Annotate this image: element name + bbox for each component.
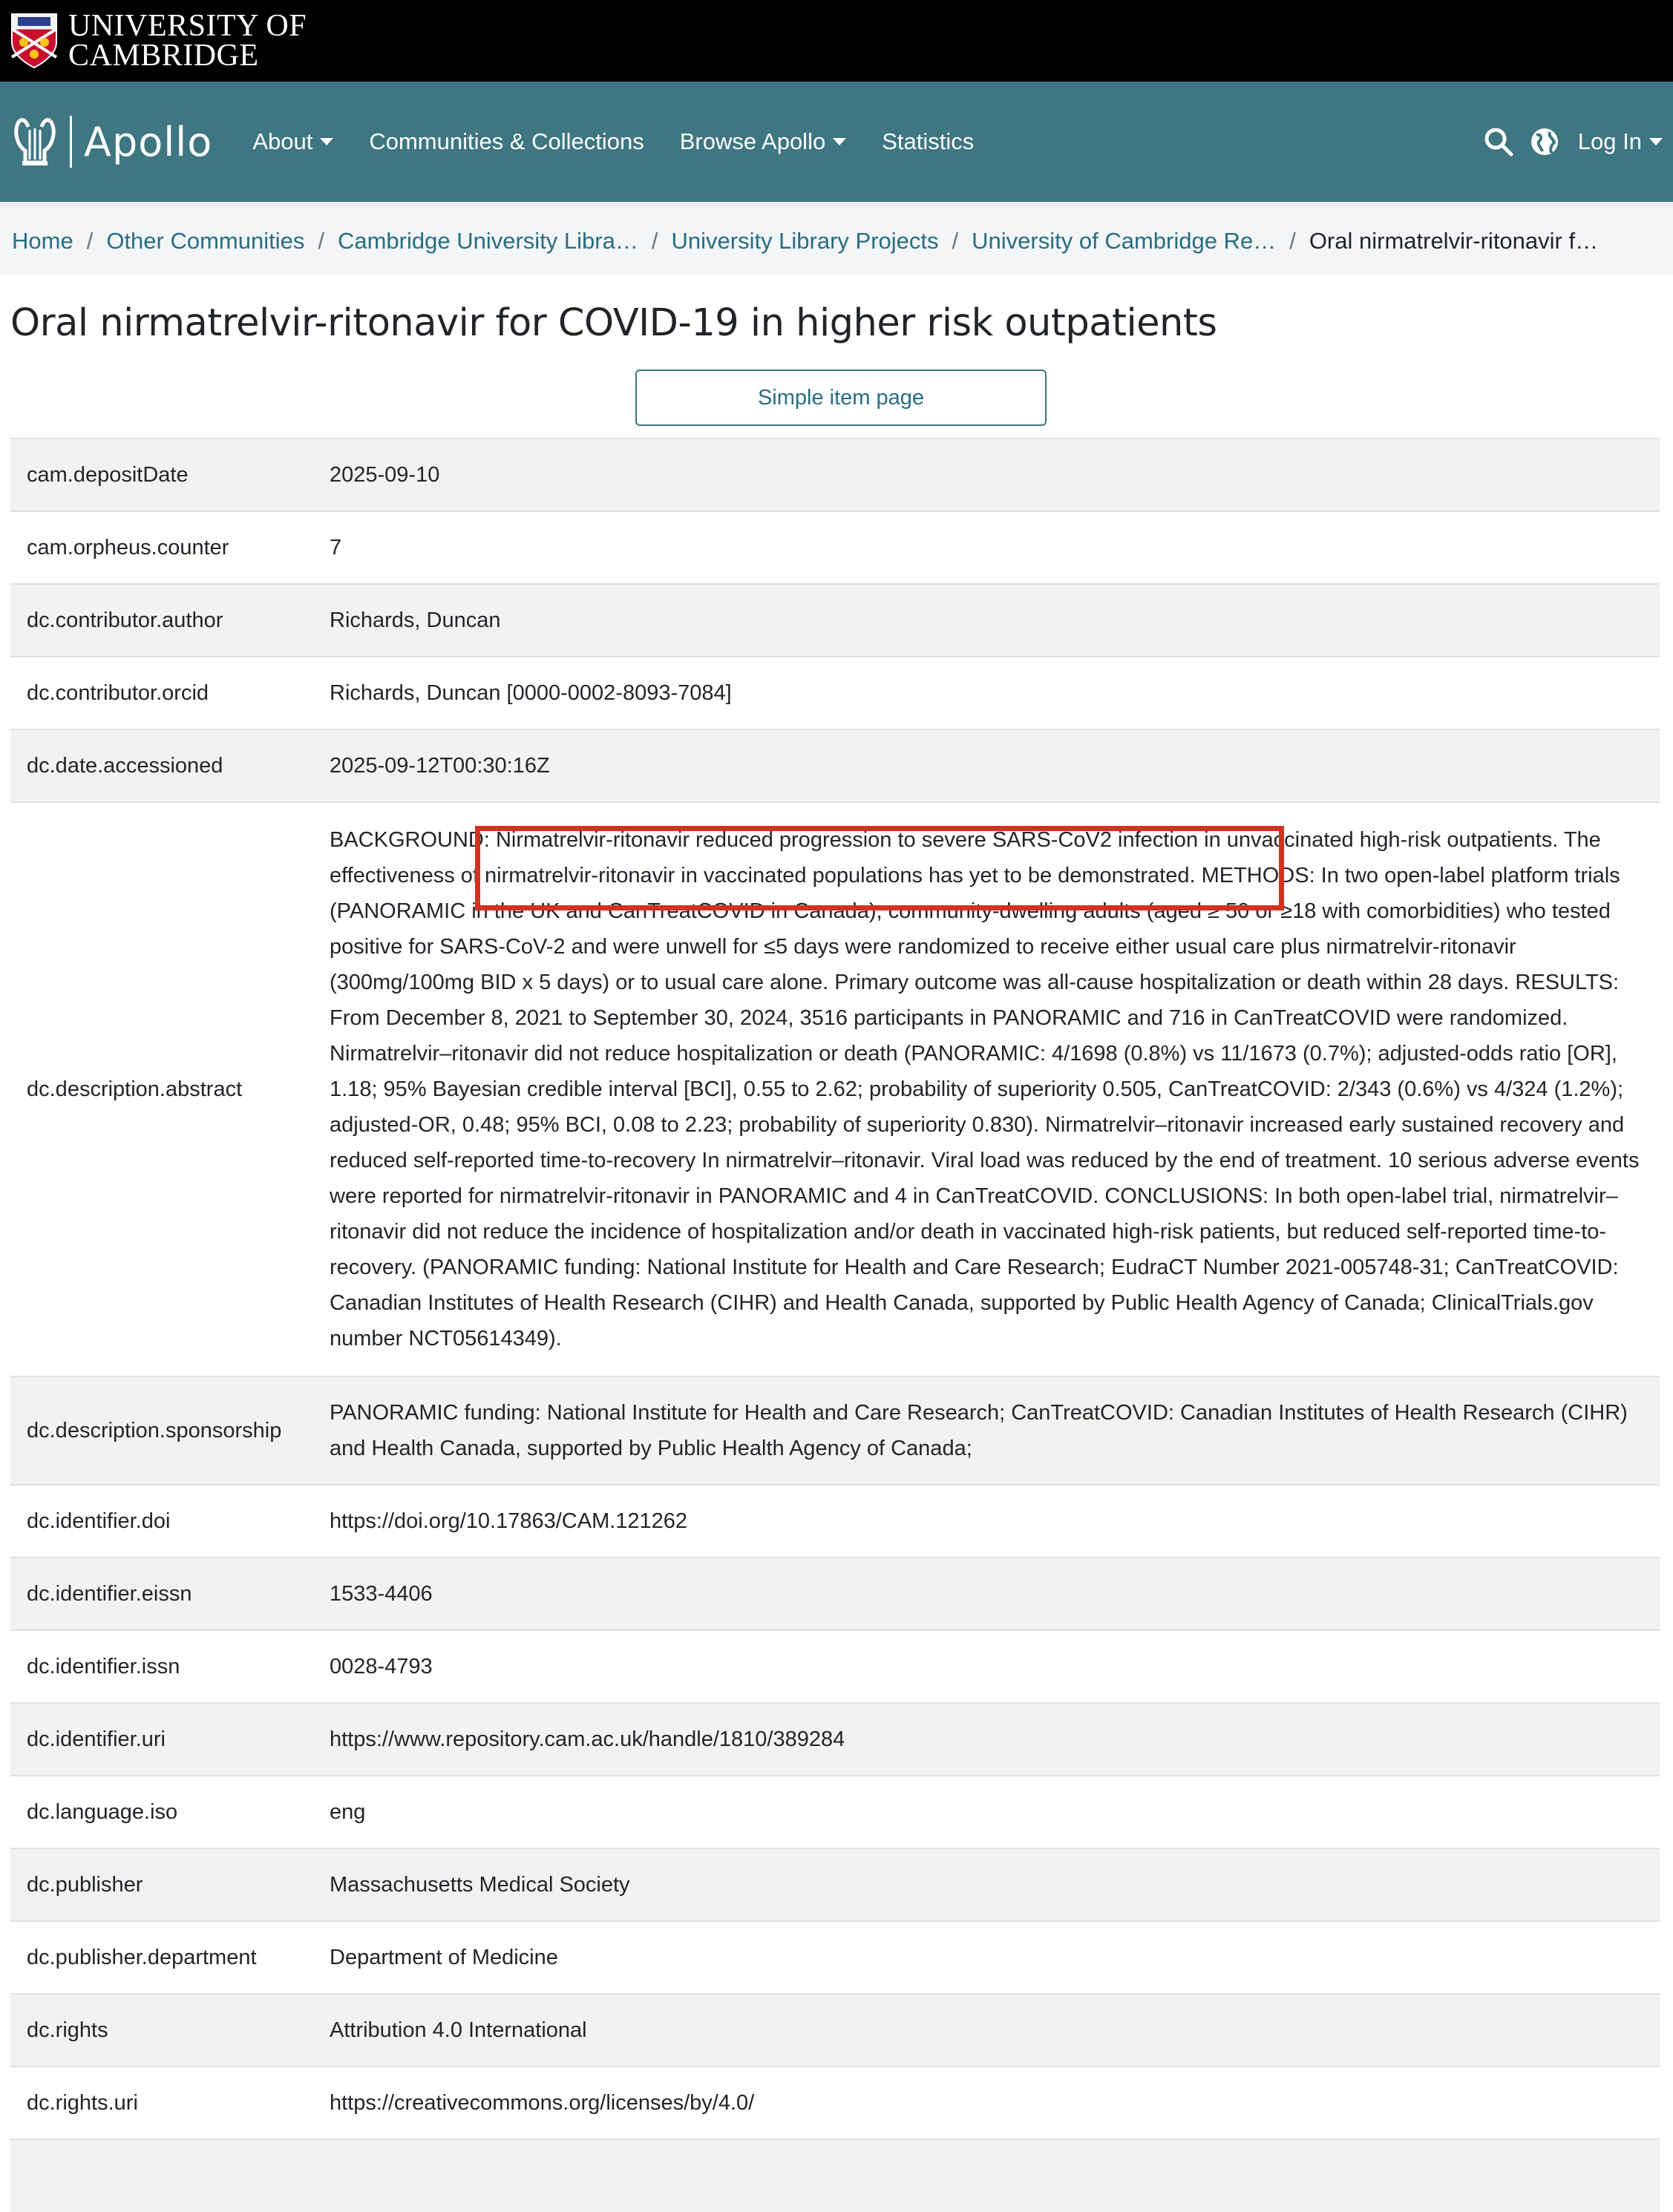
nav-statistics-label: Statistics [882,128,975,154]
breadcrumb-separator: / [1289,228,1296,254]
lyre-icon [12,115,58,168]
metadata-key: dc.date.accessioned [10,729,313,802]
brand-divider [70,116,72,168]
metadata-value: 2025-09-10 [313,439,1660,511]
table-row [10,511,1660,584]
metadata-key: dc.identifier.uri [10,1703,313,1776]
table-row [10,1376,1660,1485]
table-row [10,1776,1660,1848]
metadata-value: 1533-4406 [313,1558,1660,1630]
metadata-key [10,2139,313,2212]
table-row [10,584,1660,657]
language-button[interactable] [1528,125,1562,159]
metadata-value: https://doi.org/10.17863/CAM.121262 [313,1485,1660,1558]
metadata-value: https://www.repository.cam.ac.uk/handle/1810/389284 [313,1703,1660,1776]
metadata-value: BACKGROUND: Nirmatrelvir-ritonavir reduced progression to severe SARS-CoV2 infection in unvaccinated high-risk outpatients. The effectiveness of nirmatrelvir-ritonavir in vaccinated populations has yet to be demonstrated. METHODS: In two open-label platform trials (PANORAMIC in the UK and CanTreatCOVID in Canada), community-dwelling adults (aged ≥ 50 or ≥18 with comorbidities) who tested positive for SARS-CoV-2 and were unwell for ≤5 days were randomized to receive either usual care plus nirmatrelvir-ritonavir (300mg/100mg BID x 5 days) or to usual care alone. Primary outcome was all-cause hospitalization or death within 28 days. RESULTS: From December 8, 2021 to September 30, 2024, 3516 participants in PANORAMIC and 716 in CanTreatCOVID were randomized. Nirmatrelvir–ritonavir did not reduce hospitalization or death (PANORAMIC: 4/1698 (0.8%) vs 11/1673 (0.7%); adjusted-odds ratio [OR], 1.18; 95% Bayesian credible interval [BCI], 0.55 to 2.62; probability of superiority 0.505, CanTreatCOVID: 2/343 (0.6%) vs 4/324 (1.2%); adjusted-OR, 0.48; 95% BCI, 0.08 to 2.23; probability of superiority 0.830). Nirmatrelvir–ritonavir increased early sustained recovery and reduced self-reported time-to-recovery In nirmatrelvir–ritonavir. Viral load was reduced by the end of treatment. 10 serious adverse events were reported for nirmatrelvir-ritonavir in PANORAMIC and 4 in CanTreatCOVID. CONCLUSIONS: In both open-label trial, nirmatrelvir–ritonavir did not reduce the incidence of hospitalization and/or death in vaccinated high-risk patients, but reduced self-reported time-to-recovery. (PANORAMIC funding: National Institute for Health and Care Research; EudraCT Number 2021-005748-31; CanTreatCOVID: Canadian Institutes of Health Research (CIHR) and Health Canada, supported by Public Health Agency of Canada; ClinicalTrials.gov number NCT05614349). [330,828,1640,1350]
metadata-key: dc.description.sponsorship [10,1376,313,1485]
page-title: Oral nirmatrelvir-ritonavir for COVID-19 in higher risk outpatients [10,301,1217,345]
metadata-value: PANORAMIC funding: National Institute for Health and Care Research; CanTreatCOVID: Canadian Institutes of Health Research (CIHR) and Health Canada, supported by Public Health Agency of Canada; [313,1376,1660,1485]
table-row [10,1703,1660,1776]
nav-communities-label: Communities & Collections [369,128,644,154]
table-row [10,2139,1660,2212]
nav-communities-collections[interactable] [351,128,661,155]
breadcrumb [0,202,1673,275]
breadcrumb-cambridge-research[interactable]: University of Cambridge Re… [972,228,1277,254]
table-row [10,729,1660,802]
chevron-down-icon [320,138,333,145]
breadcrumb-separator: / [952,228,959,254]
nav-browse-label: Browse Apollo [679,128,826,154]
metadata-value: 2025-09-12T00:30:16Z [313,729,1660,802]
metadata-value: Department of Medicine [313,1921,1660,1994]
nav-menu [235,128,992,155]
breadcrumb-other-communities[interactable]: Other Communities [106,228,305,254]
globe-icon [1529,126,1560,157]
chevron-down-icon [833,138,846,145]
simple-item-page-button[interactable]: Simple item page [635,370,1047,426]
metadata-value: Massachusetts Medical Society [313,1848,1660,1921]
metadata-key: cam.orpheus.counter [10,511,313,584]
table-row [10,1994,1660,2067]
metadata-key: dc.rights [10,1994,313,2067]
metadata-value: Richards, Duncan [313,584,1660,657]
nav-browse-apollo[interactable] [662,128,864,155]
table-row [10,439,1660,511]
university-header [0,0,1673,82]
table-row [10,1485,1660,1558]
nav-about[interactable] [235,128,351,155]
metadata-key: dc.publisher.department [10,1921,313,1994]
table-row [10,1558,1660,1630]
nav-about-label: About [252,128,313,154]
metadata-key: dc.identifier.eissn [10,1558,313,1630]
breadcrumb-current: Oral nirmatrelvir-ritonavir f… [1309,228,1599,254]
chevron-down-icon [1649,138,1663,145]
abstract-text [330,822,1643,1356]
metadata-value: 7 [313,511,1660,584]
search-button[interactable] [1482,125,1516,159]
metadata-key: dc.rights.uri [10,2067,313,2139]
breadcrumb-cambridge-library[interactable]: Cambridge University Libra… [337,228,638,254]
nav-statistics[interactable] [864,128,992,155]
metadata-value: eng [313,1776,1660,1848]
brand-name: Apollo [84,118,213,165]
breadcrumb-library-projects[interactable]: University Library Projects [671,228,939,254]
metadata-key: dc.description.abstract [10,802,313,1376]
table-row [10,1848,1660,1921]
abstract-cell [313,802,1660,1376]
table-row [10,1630,1660,1703]
nav-actions [1482,125,1663,159]
breadcrumb-home[interactable]: Home [12,228,73,254]
metadata-key: dc.identifier.doi [10,1485,313,1558]
metadata-value: https://creativecommons.org/licenses/by/4.0/ [313,2067,1660,2139]
breadcrumb-separator: / [651,228,658,254]
item-actions [0,356,1673,438]
university-line-2: CAMBRIDGE [68,39,259,73]
table-row [10,657,1660,729]
table-row [10,1921,1660,1994]
metadata-table [10,438,1660,2212]
login-label: Log In [1577,128,1642,154]
apollo-brand[interactable] [12,115,212,168]
metadata-value: Attribution 4.0 International [313,1994,1660,2067]
metadata-key: dc.language.iso [10,1776,313,1848]
main-navbar [0,82,1673,202]
university-line-1: UNIVERSITY OF [68,9,307,43]
cambridge-shield-icon [10,13,58,69]
metadata-value [313,2139,1660,2212]
breadcrumb-separator: / [86,228,94,254]
table-row-abstract [10,802,1660,1376]
breadcrumb-separator: / [318,228,324,254]
metadata-key: dc.contributor.author [10,584,313,657]
university-logo[interactable] [10,9,307,73]
metadata-value: 0028-4793 [313,1630,1660,1703]
table-row [10,2067,1660,2139]
login-dropdown[interactable] [1578,128,1663,155]
metadata-key: dc.publisher [10,1848,313,1921]
metadata-key: dc.identifier.issn [10,1630,313,1703]
search-icon [1483,126,1514,157]
metadata-key: cam.depositDate [10,439,313,511]
metadata-key: dc.contributor.orcid [10,657,313,729]
metadata-value: Richards, Duncan [0000-0002-8093-7084] [313,657,1660,729]
university-name [68,9,307,73]
